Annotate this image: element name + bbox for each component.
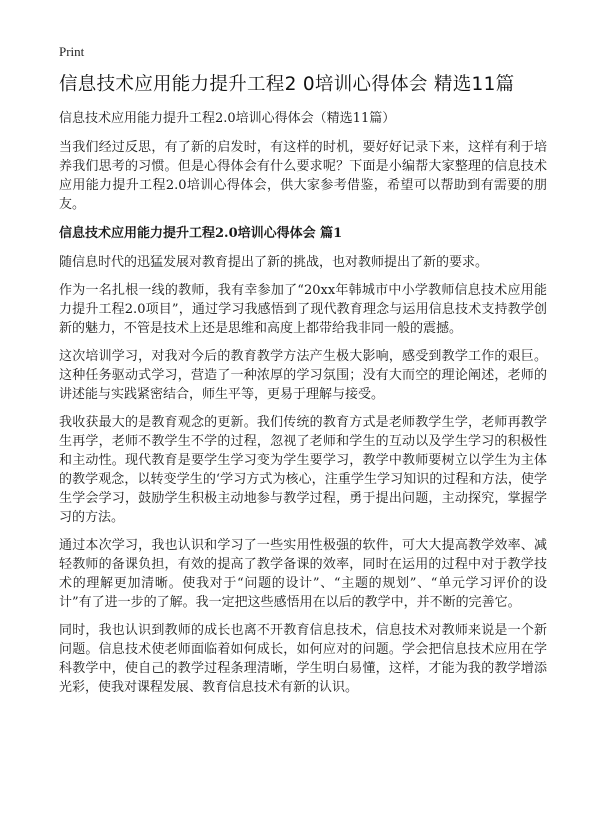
document-page [59, 44, 547, 706]
intro-paragraph: 当我们经过反思，有了新的启发时，有这样的时机，要好好记录下来，这样有利于培养我们思考的习惯。但是心得体会有什么要求呢？下面是小编帮大家整理的信息技术应用能力提升工程2.0培训心得体会，供大家参考借鉴，希望可以帮助到有需要的朋友。 [59, 140, 547, 212]
print-link[interactable]: Print [59, 44, 85, 59]
document-subtitle: 信息技术应用能力提升工程2.0培训心得体会（精选11篇） [59, 111, 396, 126]
section-heading: 信息技术应用能力提升工程2.0培训心得体会 篇1 [59, 226, 343, 241]
body-paragraph-6: 同时，我也认识到教师的成长也离不开教育信息技术，信息技术对教师来说是一个新问题。信息技术使老师面临着如何成长，如何应对的问题。学会把信息技术应用在学科教学中，使自己的教学过程条理清晰，学生明白易懂，这样，才能为我的教学增添光彩，使我对课程发展、教育信息技术有新的认识。 [59, 623, 547, 695]
body-paragraph-2: 作为一名扎根一线的教师，我有幸参加了“20xx年韩城市中小学教师信息技术应用能力提升工程2.0项目”，通过学习我感悟到了现代教育理念与运用信息技术支持教学创新的魅力，不管是技术上还是思维和高度上都带给我非同一般的震撼。 [59, 283, 547, 336]
body-paragraph-4: 我收获最大的是教育观念的更新。我们传统的教育方式是老师教学生学，老师再教学生再学，老师不教学生不学的过程，忽视了老师和学生的互动以及学生学习的积极性和主动性。现代教育是要学生学习变为学生要学习，教学中教师要树立以学生为主体的教学观念，以转变学生的‘学习方式为核心，注重学生学习知识的过程和方法，使学生学会学习，鼓励学生积极主动地参与教学过程，勇于提出问题，主动探究，掌握学习的方法。 [59, 415, 547, 525]
body-paragraph-3: 这次培训学习，对我对今后的教育教学方法产生极大影响，感受到教学工作的艰巨。这种任务驱动式学习，营造了一种浓厚的学习氛围；没有大而空的理论阐述，老师的讲述能与实践紧密结合，师生平等，更易于理解与接受。 [59, 349, 547, 402]
body-paragraph-1: 随信息时代的迅猛发展对教育提出了新的挑战，也对教师提出了新的要求。 [59, 255, 489, 270]
body-paragraph-5: 通过本次学习，我也认识和学习了一些实用性极强的软件，可大大提高教学效率、减轻教师的备课负担，有效的提高了教学备课的效率，同时在运用的过程中对于教学技术的理解更加清晰。使我对于“问题的设计”、“主题的规划”、“单元学习评价的设计”有了进一步的了解。我一定把这些感悟用在以后的教学中，并不断的完善它。 [59, 538, 547, 610]
page-title: 信息技术应用能力提升工程2 0培训心得体会 精选11篇 [59, 74, 515, 95]
